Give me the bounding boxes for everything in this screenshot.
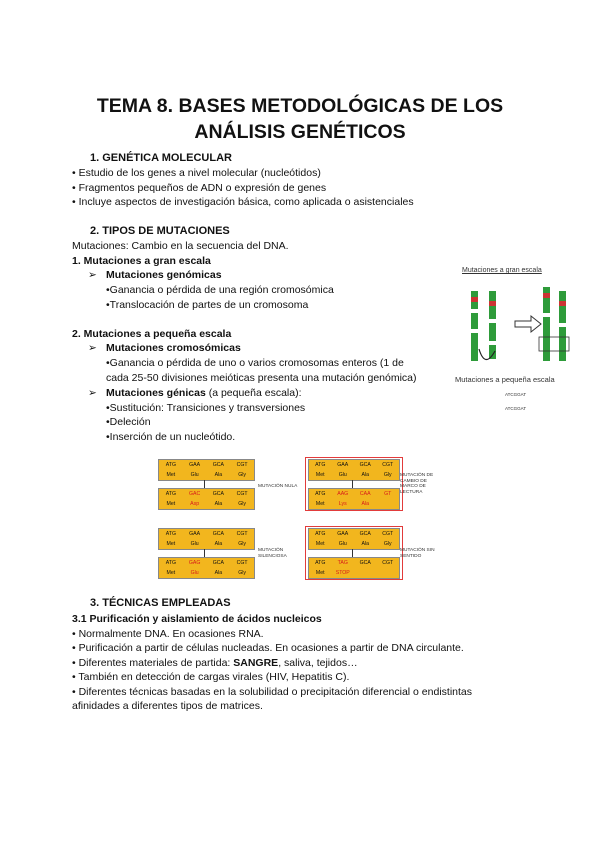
gran-escala-title: 1. Mutaciones a gran escala (72, 255, 211, 267)
seq-box-1-mutated: ATG GAC GCA CGT Met Asp Ala Gly (158, 488, 255, 510)
cap-peq-escala: Mutaciones a pequeña escala (455, 375, 555, 384)
chromosome-figure (455, 265, 575, 415)
mutation-sequence-figure (150, 455, 450, 585)
gran-item-1: •Ganancia o pérdida de una región cromosómica (106, 284, 334, 296)
s3-subheading: 3.1 Purificación y aislamiento de ácidos nucleicos (72, 613, 322, 625)
s3-bullet-2: • Purificación a partir de células nucleadas. En ocasiones a partir de DNA circulante. (72, 642, 464, 654)
section-2-heading: 2. TIPOS DE MUTACIONES (90, 225, 230, 237)
arrow-bullet-icon: ➢ (88, 387, 97, 399)
seq-example-2: ATCGGAT (505, 406, 527, 411)
gen-item-1: •Sustitución: Transiciones y transversiones (106, 402, 306, 414)
s1-bullet-1: • Estudio de los genes a nivel molecular (nucleótidos) (72, 167, 321, 179)
title-line-2: ANÁLISIS GENÉTICOS (194, 121, 406, 143)
caption-sin-sentido: MUTACIÓN SIN SENTIDO (400, 548, 435, 559)
genicas-suffix: (a pequeña escala): (205, 387, 302, 399)
gen-item-3: •Inserción de un nucleótido. (106, 431, 236, 443)
cap-gran-escala: Mutaciones a gran escala (462, 267, 542, 274)
seq-box-2-original: ATG GAA GCA CGT Met Glu Ala Gly (308, 459, 400, 481)
genicas-label: Mutaciones génicas (106, 387, 206, 399)
seq-box-4-original: ATG GAA GCA CGT Met Glu Ala Gly (308, 528, 400, 550)
seq-example-1: ATCGGAT (505, 392, 527, 397)
crom-sub (88, 341, 241, 355)
seq-box-1-original: ATG GAA GCA CGT Met Glu Ala Gly (158, 459, 255, 481)
s1-bullet-3: • Incluye aspectos de investigación básica, como aplicada o asistenciales (72, 196, 414, 208)
seq-box-2-mutated: ATG AAG CAA GT Met Lys Ala (308, 488, 400, 510)
title-line-1: TEMA 8. BASES METODOLÓGICAS DE LOS (96, 95, 504, 117)
caption-cambio-marco: MUTACIÓN DE CAMBIO DE MARCO DE LECTURA (400, 473, 434, 495)
section-3-heading: 3. TÉCNICAS EMPLEADAS (90, 597, 231, 609)
s3-bullet-5-line-1: • Diferentes técnicas basadas en la solubilidad o precipitación diferencial o endistintas (72, 686, 472, 698)
s3-bullet-5-line-2: afinidades a diferentes tipos de matrices. (72, 700, 263, 712)
page-title (60, 93, 540, 145)
s3-bullet-4: • También en detección de cargas virales (HIV, Hepatitis C). (72, 671, 350, 683)
caption-mutacion-nula: MUTACIÓN NULA (258, 484, 298, 489)
gran-item-2: •Translocación de partes de un cromosoma (106, 299, 309, 311)
sangre-bold: SANGRE (233, 657, 279, 669)
crom-item-line-2: cada 25-50 divisiones meióticas presenta una mutación genómica) (106, 372, 417, 384)
crom-item-line-1: •Ganancia o pérdida de uno o varios cromosomas enteros (1 de (106, 357, 404, 369)
s3-bullet-1: • Normalmente DNA. En ocasiones RNA. (72, 628, 264, 640)
chromosome-diagram (455, 279, 575, 389)
genomicas-label: Mutaciones genómicas (106, 269, 222, 281)
peq-escala-title: 2. Mutaciones a pequeña escala (72, 328, 232, 340)
s3-bullet-3: • Diferentes materiales de partida: SANGRE, saliva, tejidos… (72, 657, 358, 669)
arrow-bullet-icon: ➢ (88, 269, 97, 281)
seq-box-4-mutated: ATG TAG GCA CGT Met STOP (308, 557, 400, 579)
s1-bullet-2: • Fragmentos pequeños de ADN o expresión de genes (72, 182, 327, 194)
gran-sub (88, 268, 222, 282)
arrow-bullet-icon: ➢ (88, 342, 97, 354)
seq-box-3-mutated: ATG GAG GCA CGT Met Glu Ala Gly (158, 557, 255, 579)
caption-silenciosa: MUTACIÓN SILENCIOSA (258, 548, 287, 559)
genicas-sub (88, 386, 302, 400)
section-1-heading: 1. GENÉTICA MOLECULAR (90, 152, 232, 164)
seq-box-3-original: ATG GAA GCA CGT Met Glu Ala Gly (158, 528, 255, 550)
gen-item-2: •Deleción (106, 416, 151, 428)
s2-intro: Mutaciones: Cambio en la secuencia del DNA. (72, 240, 289, 252)
cromosomicas-label: Mutaciones cromosómicas (106, 342, 241, 354)
